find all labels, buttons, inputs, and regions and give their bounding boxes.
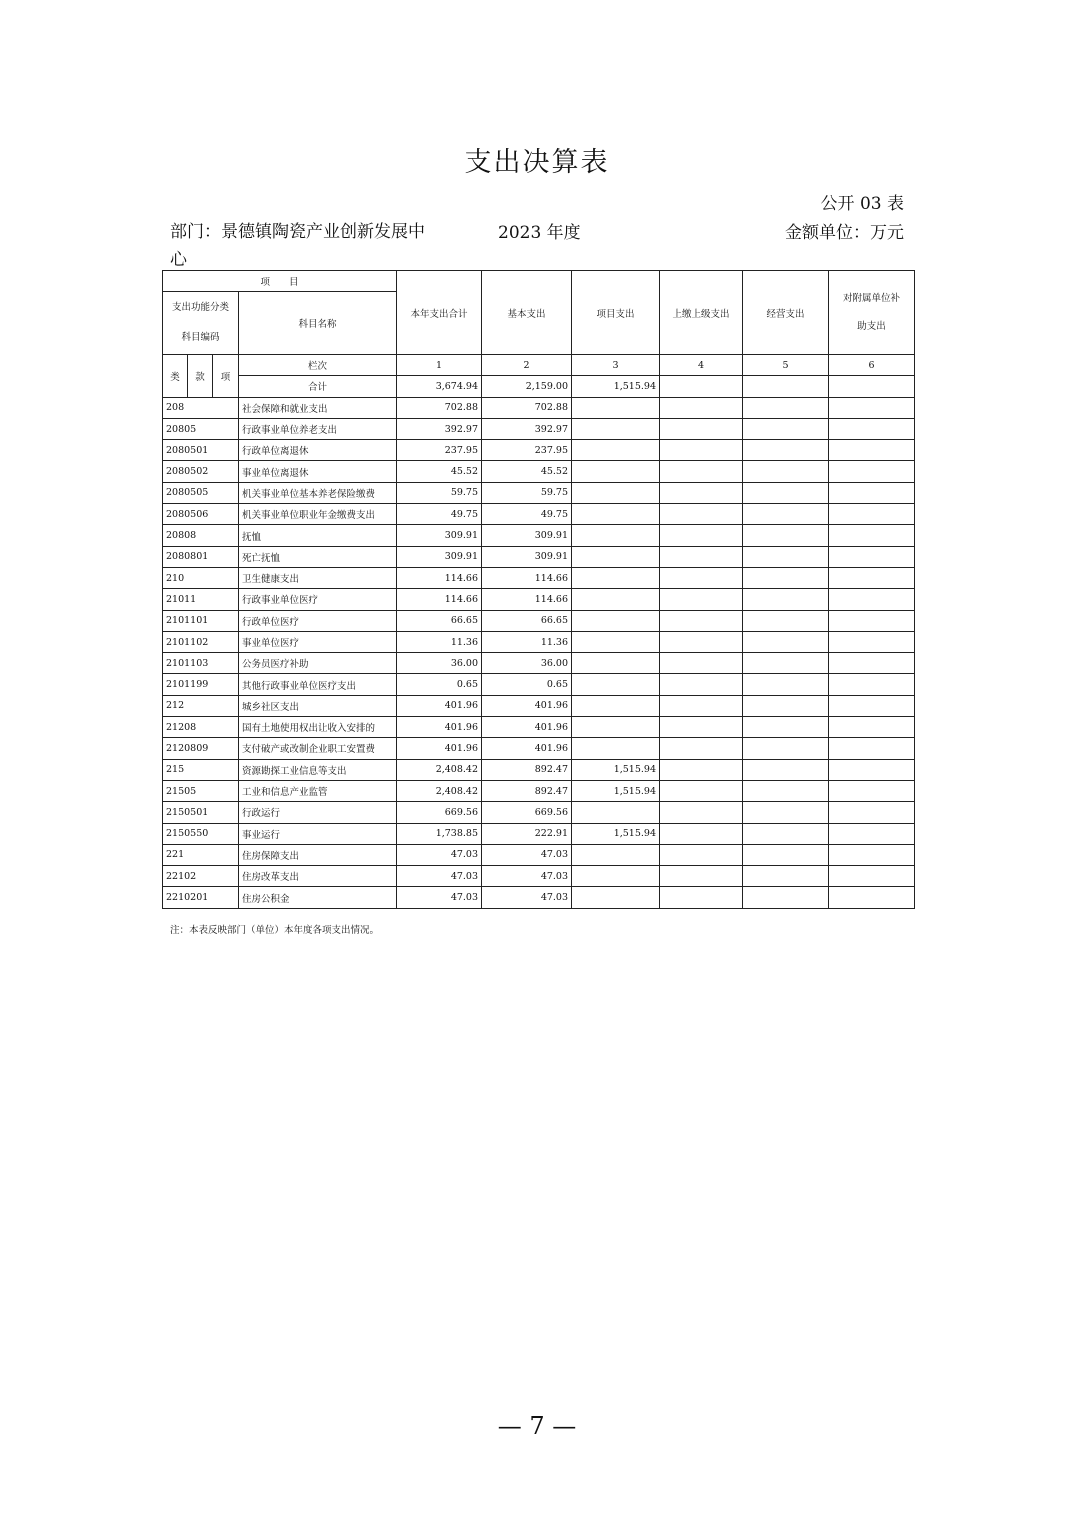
row-subject-name: 卫生健康支出 <box>239 567 397 588</box>
row-subject-name: 社会保障和就业支出 <box>239 397 397 418</box>
row-business <box>743 525 829 546</box>
row-total: 114.66 <box>397 589 482 610</box>
row-code: 2101101 <box>163 610 239 631</box>
row-project <box>572 461 660 482</box>
form-number: 公开 03 表 <box>820 194 904 214</box>
row-upper <box>660 866 743 887</box>
totals-upper <box>660 376 743 397</box>
row-code: 2080801 <box>163 546 239 567</box>
table-row <box>163 653 915 674</box>
row-project <box>572 653 660 674</box>
row-business <box>743 418 829 439</box>
row-total: 392.97 <box>397 418 482 439</box>
row-code: 210 <box>163 567 239 588</box>
row-subject-name: 住房改革支出 <box>239 866 397 887</box>
row-code: 20808 <box>163 525 239 546</box>
row-subsidiary <box>829 504 915 525</box>
col-number-1: 1 <box>397 355 482 376</box>
col-number-6: 6 <box>829 355 915 376</box>
row-basic: 892.47 <box>482 759 572 780</box>
row-total: 114.66 <box>397 567 482 588</box>
row-business <box>743 844 829 865</box>
table-row <box>163 440 915 461</box>
totals-basic: 2,159.00 <box>482 376 572 397</box>
row-code: 212 <box>163 695 239 716</box>
row-business <box>743 461 829 482</box>
row-basic: 222.91 <box>482 823 572 844</box>
row-code: 2080501 <box>163 440 239 461</box>
row-project <box>572 482 660 503</box>
row-subject-name: 抚恤 <box>239 525 397 546</box>
row-subsidiary <box>829 759 915 780</box>
row-basic: 892.47 <box>482 780 572 801</box>
header-item: 项 目 <box>163 271 397 292</box>
row-upper <box>660 589 743 610</box>
row-upper <box>660 674 743 695</box>
row-basic: 49.75 <box>482 504 572 525</box>
row-subsidiary <box>829 717 915 738</box>
row-code: 20805 <box>163 418 239 439</box>
header-func-code-label: 科目编码 <box>181 332 220 343</box>
row-upper <box>660 461 743 482</box>
row-upper <box>660 525 743 546</box>
row-total: 11.36 <box>397 631 482 652</box>
row-code: 2150501 <box>163 802 239 823</box>
row-basic: 401.96 <box>482 717 572 738</box>
table-row <box>163 866 915 887</box>
row-basic: 669.56 <box>482 802 572 823</box>
row-subsidiary <box>829 461 915 482</box>
table-row <box>163 887 915 908</box>
row-project <box>572 887 660 908</box>
row-basic: 401.96 <box>482 738 572 759</box>
row-basic: 309.91 <box>482 546 572 567</box>
header-lanci: 栏次 <box>239 355 397 376</box>
row-project: 1,515.94 <box>572 780 660 801</box>
row-upper <box>660 738 743 759</box>
row-subject-name: 事业单位离退休 <box>239 461 397 482</box>
row-code: 2101103 <box>163 653 239 674</box>
row-subject-name: 其他行政事业单位医疗支出 <box>239 674 397 695</box>
header-col-business: 经营支出 <box>743 271 829 355</box>
row-upper <box>660 631 743 652</box>
row-subsidiary <box>829 482 915 503</box>
row-upper <box>660 567 743 588</box>
row-project <box>572 631 660 652</box>
row-upper <box>660 887 743 908</box>
row-subsidiary <box>829 631 915 652</box>
row-total: 669.56 <box>397 802 482 823</box>
table-row <box>163 546 915 567</box>
row-project <box>572 695 660 716</box>
row-project <box>572 546 660 567</box>
row-upper <box>660 482 743 503</box>
header-subject-name: 科目名称 <box>239 292 397 355</box>
row-business <box>743 653 829 674</box>
row-business <box>743 738 829 759</box>
row-subsidiary <box>829 823 915 844</box>
table-row <box>163 461 915 482</box>
row-business <box>743 504 829 525</box>
department-line-1: 部门：景德镇陶瓷产业创新发展中 <box>170 222 425 242</box>
row-total: 237.95 <box>397 440 482 461</box>
table-row <box>163 759 915 780</box>
header-func-class <box>163 292 239 355</box>
totals-row <box>163 376 915 397</box>
table-row <box>163 738 915 759</box>
row-business <box>743 589 829 610</box>
row-total: 309.91 <box>397 525 482 546</box>
row-project <box>572 567 660 588</box>
header-lei: 类 <box>163 355 188 398</box>
table-row <box>163 631 915 652</box>
row-total: 49.75 <box>397 504 482 525</box>
header-xiang: 项 <box>213 355 239 398</box>
col-number-2: 2 <box>482 355 572 376</box>
header-row-3 <box>163 355 915 376</box>
table-row <box>163 674 915 695</box>
row-subsidiary <box>829 525 915 546</box>
header-col-subsidiary <box>829 271 915 355</box>
row-subject-name: 机关事业单位基本养老保险缴费 <box>239 482 397 503</box>
header-col-subsidiary-line2: 助支出 <box>857 320 886 332</box>
row-subject-name: 住房公积金 <box>239 887 397 908</box>
row-upper <box>660 418 743 439</box>
row-code: 215 <box>163 759 239 780</box>
row-business <box>743 546 829 567</box>
row-code: 21208 <box>163 717 239 738</box>
row-total: 47.03 <box>397 887 482 908</box>
row-upper <box>660 440 743 461</box>
row-upper <box>660 823 743 844</box>
table-row <box>163 802 915 823</box>
row-subject-name: 城乡社区支出 <box>239 695 397 716</box>
row-basic: 401.96 <box>482 695 572 716</box>
row-subsidiary <box>829 695 915 716</box>
row-business <box>743 887 829 908</box>
row-business <box>743 482 829 503</box>
row-total: 309.91 <box>397 546 482 567</box>
row-subsidiary <box>829 610 915 631</box>
row-basic: 36.00 <box>482 653 572 674</box>
totals-total: 3,674.94 <box>397 376 482 397</box>
row-total: 401.96 <box>397 717 482 738</box>
row-project <box>572 525 660 546</box>
col-number-4: 4 <box>660 355 743 376</box>
row-upper <box>660 759 743 780</box>
table-row <box>163 717 915 738</box>
row-total: 47.03 <box>397 866 482 887</box>
row-upper <box>660 610 743 631</box>
row-project <box>572 674 660 695</box>
row-total: 401.96 <box>397 695 482 716</box>
row-basic: 47.03 <box>482 866 572 887</box>
table-row <box>163 780 915 801</box>
row-subject-name: 事业运行 <box>239 823 397 844</box>
row-total: 702.88 <box>397 397 482 418</box>
table-row <box>163 525 915 546</box>
row-upper <box>660 717 743 738</box>
row-basic: 47.03 <box>482 887 572 908</box>
row-business <box>743 759 829 780</box>
table-row <box>163 418 915 439</box>
table-row <box>163 504 915 525</box>
row-business <box>743 440 829 461</box>
row-subject-name: 工业和信息产业监管 <box>239 780 397 801</box>
header-col-total: 本年支出合计 <box>397 271 482 355</box>
row-basic: 702.88 <box>482 397 572 418</box>
row-subsidiary <box>829 418 915 439</box>
row-subsidiary <box>829 780 915 801</box>
totals-project: 1,515.94 <box>572 376 660 397</box>
row-code: 22102 <box>163 866 239 887</box>
row-code: 21011 <box>163 589 239 610</box>
row-business <box>743 717 829 738</box>
row-subject-name: 行政运行 <box>239 802 397 823</box>
row-business <box>743 397 829 418</box>
row-subject-name: 资源勘探工业信息等支出 <box>239 759 397 780</box>
table-note: 注：本表反映部门（单位）本年度各项支出情况。 <box>170 925 380 936</box>
row-code: 2101199 <box>163 674 239 695</box>
row-code: 21505 <box>163 780 239 801</box>
header-col-project: 项目支出 <box>572 271 660 355</box>
col-number-5: 5 <box>743 355 829 376</box>
table-row <box>163 844 915 865</box>
row-subject-name: 国有土地使用权出让收入安排的 <box>239 717 397 738</box>
row-project <box>572 397 660 418</box>
row-subsidiary <box>829 567 915 588</box>
row-subsidiary <box>829 866 915 887</box>
row-subsidiary <box>829 440 915 461</box>
row-business <box>743 631 829 652</box>
row-total: 59.75 <box>397 482 482 503</box>
table-row <box>163 823 915 844</box>
header-col-upper: 上缴上级支出 <box>660 271 743 355</box>
row-code: 221 <box>163 844 239 865</box>
row-code: 2210201 <box>163 887 239 908</box>
table-row <box>163 567 915 588</box>
row-subsidiary <box>829 844 915 865</box>
table-row <box>163 589 915 610</box>
row-subject-name: 机关事业单位职业年金缴费支出 <box>239 504 397 525</box>
page-title: 支出决算表 <box>464 147 610 178</box>
row-total: 47.03 <box>397 844 482 865</box>
row-subject-name: 行政单位离退休 <box>239 440 397 461</box>
row-upper <box>660 695 743 716</box>
row-project <box>572 589 660 610</box>
row-project: 1,515.94 <box>572 823 660 844</box>
row-code: 2150550 <box>163 823 239 844</box>
row-total: 401.96 <box>397 738 482 759</box>
row-total: 2,408.42 <box>397 780 482 801</box>
row-code: 2120809 <box>163 738 239 759</box>
row-subject-name: 行政事业单位养老支出 <box>239 418 397 439</box>
row-code: 2080506 <box>163 504 239 525</box>
row-basic: 237.95 <box>482 440 572 461</box>
table-row <box>163 397 915 418</box>
fiscal-year: 2023 年度 <box>498 223 581 243</box>
row-business <box>743 610 829 631</box>
row-total: 36.00 <box>397 653 482 674</box>
row-business <box>743 674 829 695</box>
row-subsidiary <box>829 674 915 695</box>
row-business <box>743 802 829 823</box>
department-line-2: 心 <box>170 250 187 270</box>
row-project <box>572 844 660 865</box>
row-total: 66.65 <box>397 610 482 631</box>
row-subsidiary <box>829 802 915 823</box>
page-number: — 7 — <box>497 1412 577 1440</box>
row-basic: 392.97 <box>482 418 572 439</box>
row-subsidiary <box>829 887 915 908</box>
row-subject-name: 住房保障支出 <box>239 844 397 865</box>
row-basic: 11.36 <box>482 631 572 652</box>
row-total: 1,738.85 <box>397 823 482 844</box>
row-upper <box>660 397 743 418</box>
row-code: 2080502 <box>163 461 239 482</box>
row-project <box>572 610 660 631</box>
row-project: 1,515.94 <box>572 759 660 780</box>
row-subject-name: 事业单位医疗 <box>239 631 397 652</box>
header-col-basic: 基本支出 <box>482 271 572 355</box>
row-subject-name: 行政事业单位医疗 <box>239 589 397 610</box>
amount-unit: 金额单位：万元 <box>785 223 904 243</box>
row-project <box>572 440 660 461</box>
row-subsidiary <box>829 397 915 418</box>
row-subsidiary <box>829 546 915 567</box>
row-basic: 309.91 <box>482 525 572 546</box>
row-basic: 66.65 <box>482 610 572 631</box>
row-total: 2,408.42 <box>397 759 482 780</box>
row-upper <box>660 780 743 801</box>
row-upper <box>660 653 743 674</box>
row-upper <box>660 844 743 865</box>
expenditure-table <box>162 270 915 909</box>
department-label <box>170 218 425 274</box>
row-code: 2080505 <box>163 482 239 503</box>
row-subject-name: 死亡抚恤 <box>239 546 397 567</box>
row-project <box>572 717 660 738</box>
header-func-class-label: 支出功能分类 <box>171 302 229 313</box>
row-business <box>743 780 829 801</box>
row-upper <box>660 504 743 525</box>
col-number-3: 3 <box>572 355 660 376</box>
row-subsidiary <box>829 653 915 674</box>
table-row <box>163 610 915 631</box>
row-subject-name: 公务员医疗补助 <box>239 653 397 674</box>
row-subject-name: 支付破产或改制企业职工安置费 <box>239 738 397 759</box>
row-upper <box>660 546 743 567</box>
row-basic: 114.66 <box>482 567 572 588</box>
row-code: 208 <box>163 397 239 418</box>
table-row <box>163 695 915 716</box>
row-project <box>572 504 660 525</box>
header-kuan: 款 <box>188 355 213 398</box>
totals-business <box>743 376 829 397</box>
totals-subsidiary <box>829 376 915 397</box>
table-row <box>163 482 915 503</box>
header-row-1 <box>163 271 915 292</box>
row-business <box>743 823 829 844</box>
row-project <box>572 738 660 759</box>
row-code: 2101102 <box>163 631 239 652</box>
row-basic: 45.52 <box>482 461 572 482</box>
row-project <box>572 802 660 823</box>
row-subject-name: 行政单位医疗 <box>239 610 397 631</box>
row-business <box>743 567 829 588</box>
row-basic: 59.75 <box>482 482 572 503</box>
row-business <box>743 866 829 887</box>
row-basic: 0.65 <box>482 674 572 695</box>
row-upper <box>660 802 743 823</box>
row-project <box>572 418 660 439</box>
row-total: 0.65 <box>397 674 482 695</box>
row-project <box>572 866 660 887</box>
row-basic: 47.03 <box>482 844 572 865</box>
row-business <box>743 695 829 716</box>
row-basic: 114.66 <box>482 589 572 610</box>
data-rows <box>163 397 915 908</box>
row-total: 45.52 <box>397 461 482 482</box>
row-subsidiary <box>829 738 915 759</box>
row-subsidiary <box>829 589 915 610</box>
totals-label: 合计 <box>239 376 397 397</box>
header-col-subsidiary-line1: 对附属单位补 <box>843 292 901 304</box>
